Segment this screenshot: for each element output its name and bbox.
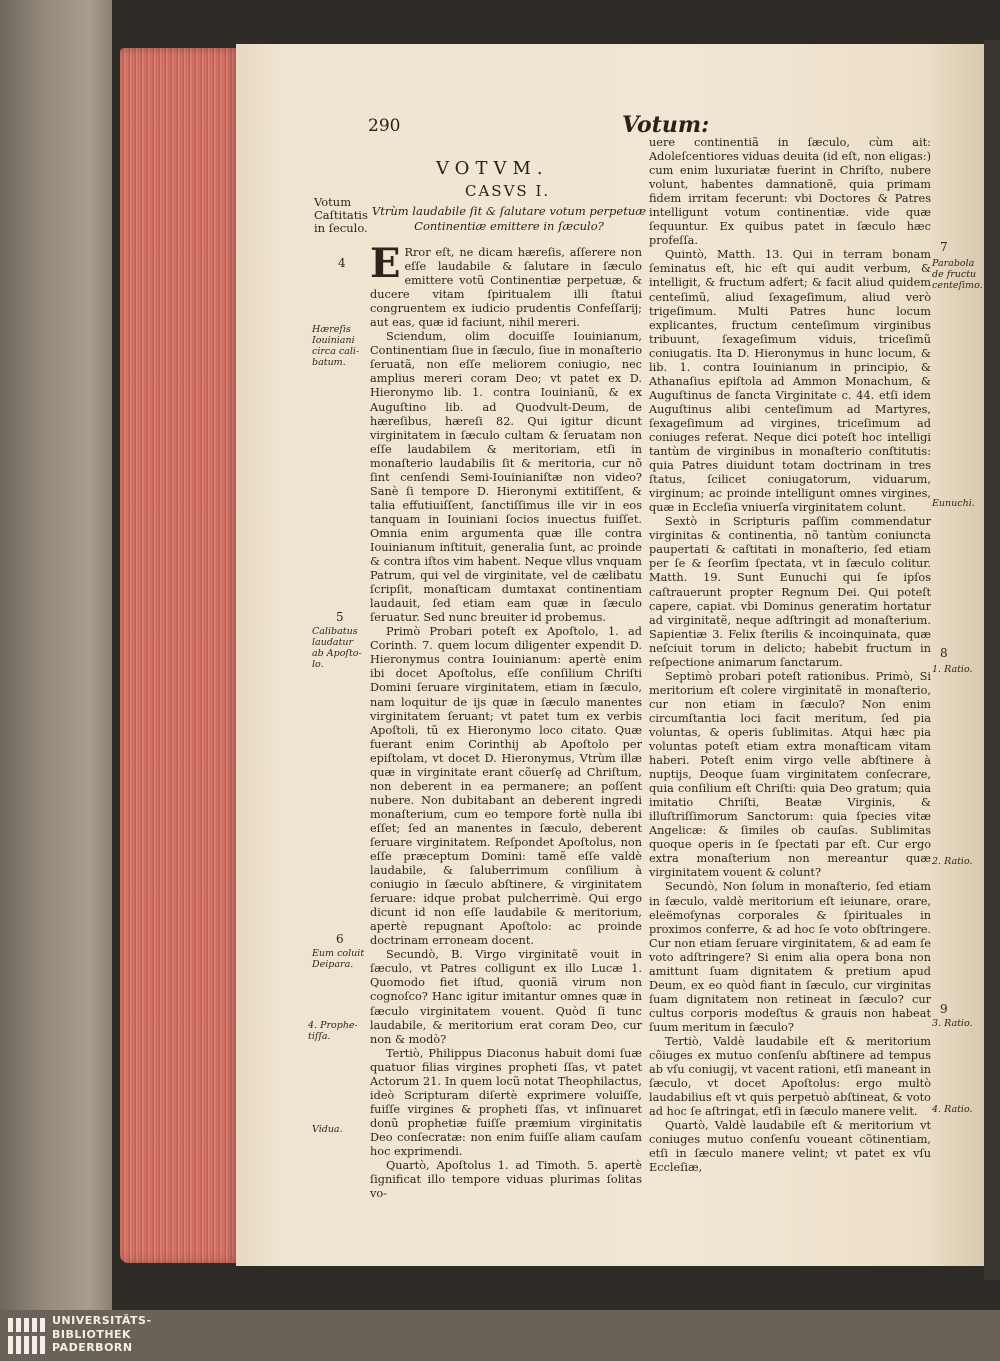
paragraph-2: Sciendum, olim docuiſſe Iouinianum, Continentiam ſiue in ſæculo, ſiue in monaſterio ſeruatã, non eſſe meliorem coniugio, nec amplius mereri coram Deo; vt patet ex D. Hieronymo lib. 1. contra Iouinianũ, & ex Auguſtino lib. ad Quodvult-Deum, de hæreſibus, hæreſi 82. Qui igitur dicunt virginitatem in ſæculo cultam & ſeruatam non eſſe laudabilem & meritoriam, etſi in monaſterio laudabilis ſit & meritoria, cur nõ ſint cenſendi Semi-Iouinianiſtæ non video? Sanè ſi tempore D. Hieronymi extitiſſent, & talia effutiuiſſent, ſanctiſſimus ille vir in eos tanquam in Iouiniani ſocios inuectus fuiſſet. Omnia enim argumenta quæ ille contra Iouinianum inſtituit, generalia ſunt, ac proinde & contra iſtos vim habent. Neque vllus vnquam Patrum, qui vel de virginitate, vel de cælibatu ſcripſit, monaſticam dumtaxat continentiam laudauit, ſed etiam eam quæ in ſæculo ſeruatur. Sed nunc breuiter id probemus. bbox=[370, 330, 642, 625]
library-logo-icon bbox=[8, 1318, 46, 1354]
margin-note-ratio-2: 2. Ratio. bbox=[932, 856, 973, 867]
margin-number-9: 9 bbox=[940, 1002, 948, 1016]
library-logo-text: UNIVERSITÄTS- BIBLIOTHEK PADERBORN bbox=[52, 1314, 152, 1354]
margin-number-7: 7 bbox=[940, 240, 948, 254]
margin-number-8: 8 bbox=[940, 646, 948, 660]
margin-note-haeresis: Hæreſis Iouiniani circa cali-batum. bbox=[312, 324, 360, 368]
margin-note-ratio-4: 4. Ratio. bbox=[932, 1104, 973, 1115]
section-title: VOTVM. bbox=[436, 158, 549, 179]
margin-note-parabola: Parabola de fructu centeſimo. bbox=[932, 258, 983, 291]
paragraph-r6: Tertiò, Valdè laudabile eſt & meritorium cõiuges ex mutuo conſenſu abſtinere ad tempus ab vſu coniugij, vt vacent rationi, etſi maneant in ſæculo, vt docet Apoſtolus: ergo multò laudabilius eſt vt quis perpetuò abſtineat, & voto ad hoc ſe aſtringat, etſi in ſæculo manere velit. bbox=[649, 1035, 931, 1119]
paragraph-4: Secundò, B. Virgo virginitatẽ vouit in ſæculo, vt Patres colligunt ex illo Lucæ 1. Quomodo fiet iſtud, quoniã virum non cognoſco? Hanc igitur imitantur omnes quæ in ſæculo virginitatem vouent. Quòd ſi tunc laudabile, & meritorium erat coram Deo, cur non & modò? bbox=[370, 948, 642, 1046]
question-title bbox=[368, 204, 650, 234]
drop-capital: E bbox=[370, 240, 401, 287]
paragraph-5: Tertiò, Philippus Diaconus habuit domi ſuæ quatuor filias virgines propheti ſſas, vt patet Actorum 21. In quem locũ notat Theophilactus, ideò Scripturam diſertè exprimere voluiſſe, fuiſſe virgines & propheti ſſas, vt inſinuaret donũ prophetiæ fuiſſe præmium virginitatis Deo conſecratæ: non enim fuiſſe aliam cauſam hoc exprimendi. bbox=[370, 1046, 642, 1158]
margin-note-viduae: Vidua. bbox=[312, 1124, 343, 1135]
paragraph-r5: Secundò, Non ſolum in monaſterio, ſed etiam in ſæculo, valdè meritorium eſt ieiunare, orare, eleëmoſynas corporales & ſpirituales in proximos conferre, & ad hoc ſe voto obſtringere. Cur non etiam ſeruare virginitatem, & ad eam ſe voto adſtringere? Si enim alia opera bona non amittunt ſuam dignitatem & pretium apud Deum, ex eo quòd fiant in ſæculo, cur virginitas ſuam dignitatem non retineat in ſæculo? cur cultus corporis modeſtus & grauis non habeat ſuum meritum in ſæculo? bbox=[649, 880, 931, 1034]
right-column bbox=[649, 136, 931, 1175]
paragraph-r7: Quartò, Valdè laudabile eſt & meritorium vt coniuges mutuo conſenſu voueant cõtinentiam, etſi in ſæculo manere velint; vt patet ex vſu Eccleſiæ, bbox=[649, 1119, 931, 1175]
book-page-edges bbox=[120, 48, 240, 1263]
question-line-1: Vtrùm laudabile ſit & ſalutare votum perpetuæ bbox=[371, 204, 647, 218]
paragraph-r4: Septimò probari poteſt rationibus. Primò, Si meritorium eſt colere virginitatẽ in monaſterio, cur non etiam in ſæculo? Non enim circumſtantia loci facit meritum, ſed pia voluntas, & operis ſublimitas. Atqui hæc pia voluntas poteſt etiam extra monaſticam vitam haberi. Poteſt enim virgo velle abſtinere à nuptijs, Deoque ſuam virginitatem conſecrare, quia conſilium eſt Chriſti: quia Deo gratum; quia imitatio Chriſti, Beatæ Virginis, & illuſtriſſimorum Sanctorum: quia ſpecies vitæ Angelicæ: & ſimiles ob cauſas. Sublimitas quoque operis in ſe ſpectati par eſt. Cur ergo extra monaſterium non mereantur quæ virginitatem vouent & colunt? bbox=[649, 669, 931, 880]
page-number: 290 bbox=[368, 116, 401, 136]
paragraph-r2: Quintò, Matth. 13. Qui in terram bonam ſeminatus eſt, hic eſt qui audit verbum, & intelligit, & fructum adfert; & facit aliud quidem centeſimũ, aliud ſexageſimum, aliud verò trigeſimum. Multi Patres hunc locum explicantes, fructum centeſimum virginibus tribuunt, ſexageſimum viduis, triceſimũ coniugatis. Ita D. Hieronymus in hunc locum, & lib. 1. contra Iouinianum in principio, & Athanaſius epiſtola ad Ammon Monachum, & Auguſtinus de ſancta Virginitate c. 44. etſi idem Auguſtinus alibi centeſimum ad Martyres, ſexageſimum ad virgines, triceſimum ad coniuges referat. Neque dici poteſt hoc intelligi tantùm de virginibus in monaſterio conſtitutis: quia Patres diuidunt totam doctrinam in tres ſtatus, ſcilicet coniugatorum, viduarum, virginum; ac proinde intelligunt omnes virgines, quæ in Eccleſia vniuerſa virginitatem colunt. bbox=[649, 248, 931, 515]
margin-note-deipara: Eum coluit Deipara. bbox=[312, 948, 365, 970]
margin-number-6: 6 bbox=[336, 932, 344, 946]
paragraph-3: Primò Probari poteſt ex Apoſtolo, 1. ad Corinth. 7. quem locum diligenter expendit D. Hieronymus contra Iouinianum: apertè enim ibi docet Apoſtolus, eſſe conſilium Chriſti Domini ſeruare virginitatem, etiam in ſæculo, nam loquitur de ijs quæ in ſæculo manentes virginitatem ſeruant; vt patet tum ex verbis Apoſtoli, tũ ex Hieronymo loco citato. Quæ fuerant enim Corinthij ab Apoſtolo per epiſtolam, vt docet D. Hieronymus, Vtrùm illæ quæ in virginitate erant cõuerſę ad Chriſtum, non deberent in ea permanere; an poſſent nubere. Non dubitabant an deberent ingredi monaſterium, cum eo tempore fortè nulla ibi eſſet; ſed an manentes in ſæculo, deberent ſeruare virginitatem. Reſpondet Apoſtolus, non eſſe præceptum Domini: tamẽ eſſe valdè laudabile, & ſaluberrimum conſilium à coniugio in ſæculo abſtinere, & virginitatem ſeruare: idque probat pulcherrimè. Qui ergo dicunt id non eſſe laudabile & meritorium, apertè repugnant Apoſtolo: ac proinde doctrinam erroneam docent. bbox=[370, 625, 642, 948]
paragraph-6: Quartò, Apoſtolus 1. ad Timoth. 5. apertè ſignificat illo tempore viduas plurimas ſolitas vo- bbox=[370, 1159, 642, 1201]
margin-note-prophetissae: 4. Prophe-tiſſa. bbox=[308, 1020, 358, 1042]
margin-number-4: 4 bbox=[338, 256, 346, 270]
book-cover-left bbox=[0, 0, 112, 1310]
margin-note-caelibatus: Calibatus laudatur ab Apoſto-lo. bbox=[312, 626, 362, 670]
paragraph-r1: uere continentiã in ſæculo, cùm ait: Adoleſcentiores viduas deuita (id eſt, non eligas:) cum enim luxuriatæ fuerint in Chriſto, nubere volunt, habentes damnationẽ, quia primam fidem irritam fecerunt: vbi Doctores & Patres intelligunt votum continentiæ. vide quæ ſequuntur. Ex quibus patet in ſæculo hæc profeſſa. bbox=[649, 136, 931, 248]
question-line-2: Continentiæ emittere in ſæculo? bbox=[414, 219, 604, 233]
left-column bbox=[370, 240, 642, 1201]
running-title: Votum: bbox=[622, 112, 710, 138]
paragraph-r3: Sextò in Scripturis paſſim commendatur virginitas & continentia, nõ tantùm coniuncta paupertati & caſtitati in monaſterio, ſed etiam per ſe & ſeorſim ſpectata, vt in ſæculo colitur. Matth. 19. Sunt Eunuchi qui ſe ipſos caſtrauerunt propter Regnum Dei. Qui poteſt capere, capiat. vbi Dominus generatim hortatur ad virginitatẽ, neque adſtringit ad monaſterium. Sapientiæ 3. Felix ſterilis & incoinquinata, quæ neſciuit torum in delicto; habebit fructum in reſpectione animarum ſanctarum. bbox=[649, 515, 931, 669]
book-cover-right bbox=[984, 40, 1000, 1280]
margin-topic: Votum Caſtitatis in ſeculo. bbox=[314, 195, 368, 235]
margin-note-ratio-3: 3. Ratio. bbox=[932, 1018, 973, 1029]
casus-heading: CASVS I. bbox=[465, 182, 551, 200]
margin-note-ratio-1: 1. Ratio. bbox=[932, 664, 973, 675]
margin-number-5: 5 bbox=[336, 610, 344, 624]
paragraph-1: E Rror eſt, ne dicam hæreſis, aſſerere non eſſe laudabile & ſalutare in ſæculo emittere votũ Continentiæ perpetuæ, & ducere vitam ſpiritualem illi ſtatui congruentem ex iudicio prudentis Confeſſarij; aut eas, quæ id faciunt, nihil mereri. bbox=[370, 240, 642, 330]
margin-note-eunuchi: Eunuchi. bbox=[932, 498, 975, 509]
